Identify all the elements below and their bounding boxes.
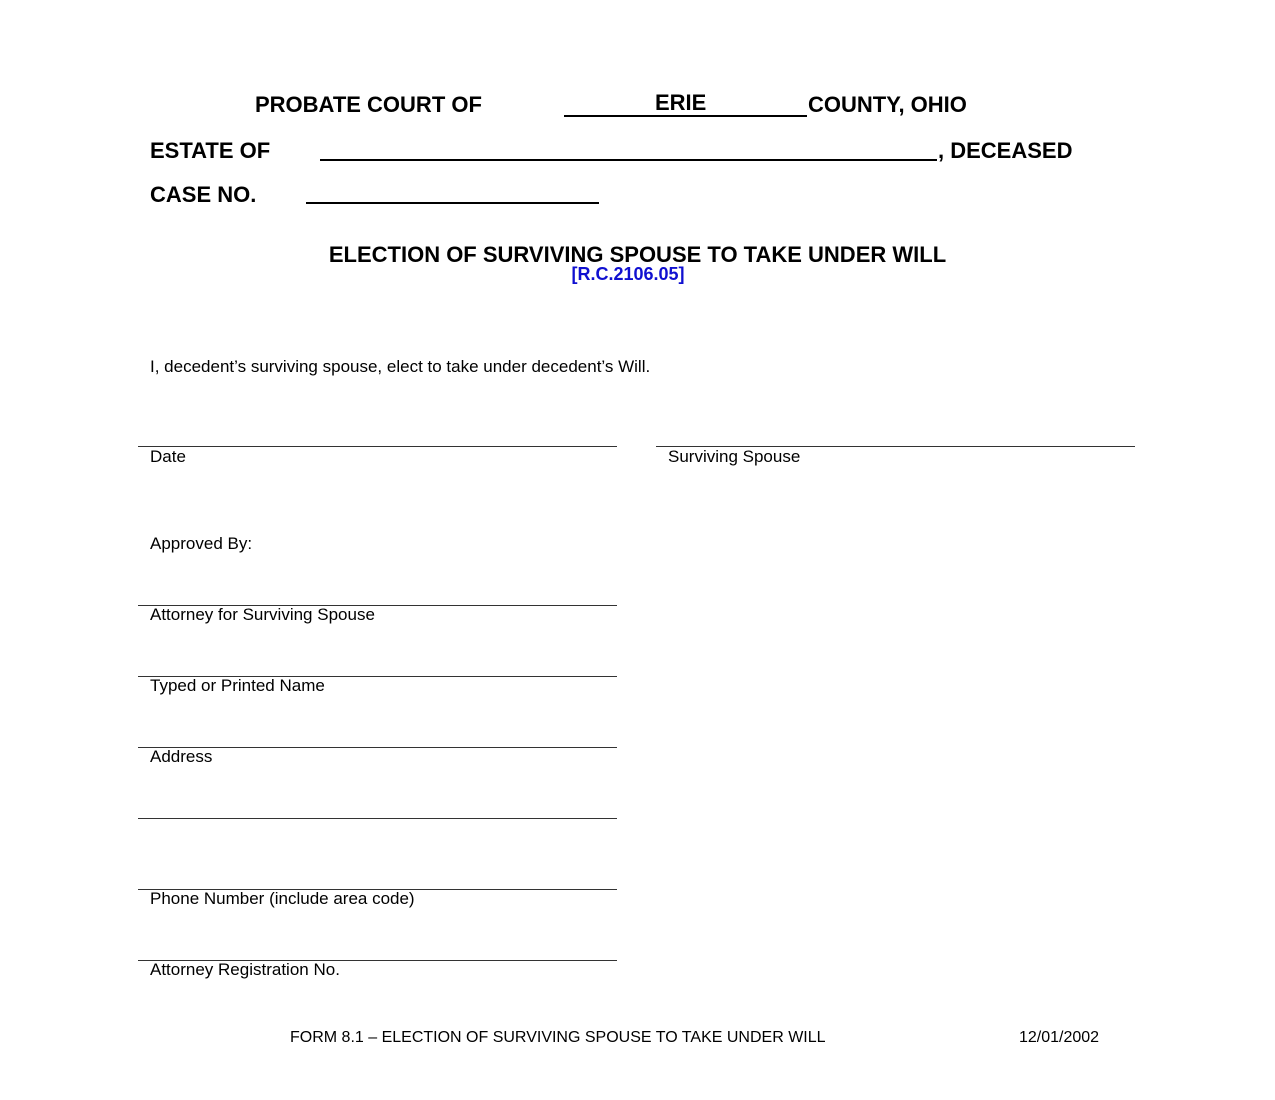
form-title: ELECTION OF SURVIVING SPOUSE TO TAKE UNDER WILL bbox=[328, 242, 947, 267]
printed-name-label: Typed or Printed Name bbox=[150, 676, 325, 695]
address-line-2-field[interactable] bbox=[138, 818, 617, 819]
case-number-field[interactable] bbox=[306, 202, 599, 204]
approved-by-heading: Approved By: bbox=[150, 534, 253, 553]
statute-reference: [R.C.2106.05] bbox=[571, 264, 685, 284]
estate-suffix: , DECEASED bbox=[938, 138, 1073, 163]
county-field[interactable]: ERIE bbox=[655, 90, 707, 115]
attorney-label: Attorney for Surviving Spouse bbox=[150, 605, 375, 624]
estate-label: ESTATE OF bbox=[150, 138, 271, 163]
registration-label: Attorney Registration No. bbox=[150, 960, 340, 979]
court-suffix: COUNTY, OHIO bbox=[808, 92, 967, 117]
date-label: Date bbox=[150, 447, 186, 466]
date-field[interactable] bbox=[138, 446, 617, 447]
spouse-label: Surviving Spouse bbox=[668, 447, 801, 466]
election-statement: I, decedent’s surviving spouse, elect to take under decedent’s Will. bbox=[150, 357, 651, 376]
estate-name-field[interactable] bbox=[320, 159, 937, 161]
court-prefix: PROBATE COURT OF bbox=[255, 92, 482, 117]
footer-form-name: FORM 8.1 – ELECTION OF SURVIVING SPOUSE TO TAKE UNDER WILL bbox=[290, 1029, 826, 1046]
footer-date: 12/01/2002 bbox=[1019, 1029, 1100, 1046]
case-label: CASE NO. bbox=[150, 182, 257, 207]
address-label: Address bbox=[150, 747, 213, 766]
phone-label: Phone Number (include area code) bbox=[150, 889, 415, 908]
